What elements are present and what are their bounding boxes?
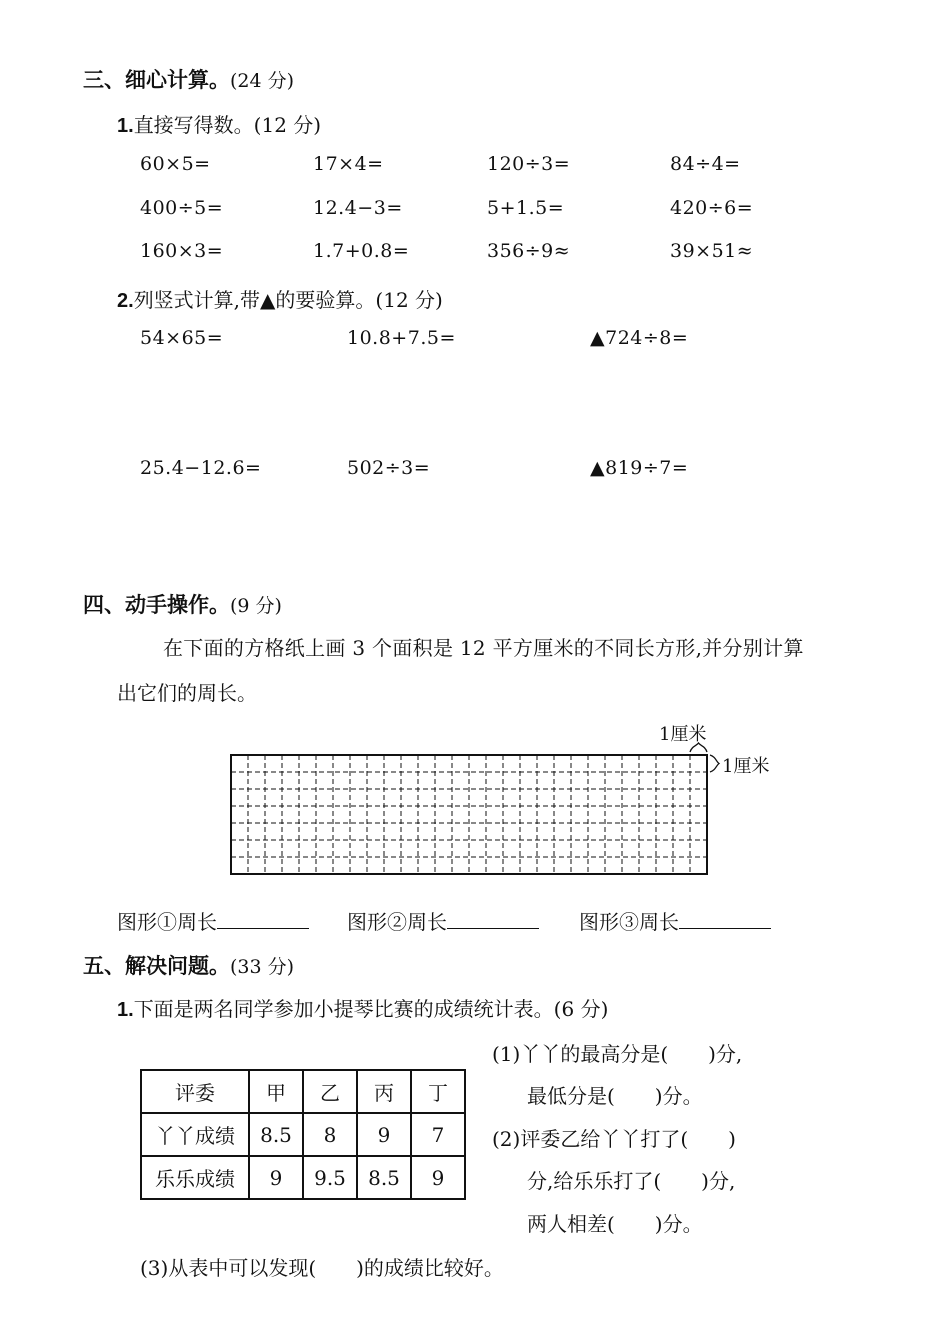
perimeter-2	[347, 906, 539, 935]
section-3-title: 三、细心计算。	[83, 68, 230, 92]
perimeter-label: 图形③周长	[579, 910, 679, 934]
section-5-points: (33 分)	[230, 956, 295, 978]
question-number: 1.	[117, 115, 134, 137]
sub-question-2c: 两人相差( )分。	[527, 1212, 703, 1236]
sub-question-2a: (2)评委乙给丫丫打了( )	[492, 1127, 736, 1151]
calc-item: 356÷9≈	[487, 240, 571, 262]
table-cell: 丫丫成绩	[141, 1113, 249, 1156]
question-5-1	[117, 993, 608, 1022]
sub-question-1a: (1)丫丫的最高分是( )分,	[492, 1042, 743, 1066]
question-number: 2.	[117, 290, 134, 312]
question-text: 列竖式计算,带▲的要验算。(12 分)	[133, 288, 443, 312]
section-5-heading	[83, 950, 294, 980]
calc-item: 400÷5=	[140, 197, 224, 219]
calc-item: 12.4−3=	[313, 197, 403, 219]
table-header-cell: 乙	[303, 1070, 357, 1113]
table-cell: 8.5	[249, 1113, 303, 1156]
unit-bracket-right	[710, 755, 719, 772]
question-text: 直接写得数。(12 分)	[133, 113, 322, 137]
vertical-calc-item: 25.4−12.6=	[140, 457, 262, 479]
calc-item: 160×3=	[140, 240, 224, 262]
vertical-calc-item: 502÷3=	[347, 457, 431, 479]
table-header-cell: 丁	[411, 1070, 465, 1113]
calc-item: 1.7+0.8=	[313, 240, 410, 262]
answer-blank[interactable]	[679, 908, 771, 929]
calc-item: 84÷4=	[670, 153, 741, 175]
table-cell: 8.5	[357, 1156, 411, 1199]
perimeter-label: 图形①周长	[117, 910, 217, 934]
table-cell: 乐乐成绩	[141, 1156, 249, 1199]
unit-label-right: 1厘米	[722, 756, 770, 777]
table-cell: 8	[303, 1113, 357, 1156]
vertical-calc-item: 54×65=	[140, 327, 224, 349]
table-cell: 7	[411, 1113, 465, 1156]
calc-item: 5+1.5=	[487, 197, 565, 219]
instruction-line-1: 在下面的方格纸上画 3 个面积是 12 平方厘米的不同长方形,并分别计算	[163, 636, 804, 660]
answer-blank[interactable]	[217, 908, 309, 929]
table-cell: 9.5	[303, 1156, 357, 1199]
vertical-calc-item: 10.8+7.5=	[347, 327, 456, 349]
question-number: 1.	[117, 999, 134, 1021]
calc-item: 120÷3=	[487, 153, 571, 175]
sub-question-2b: 分,给乐乐打了( )分,	[527, 1169, 736, 1193]
table-header-cell: 评委	[141, 1070, 249, 1113]
calc-item: 420÷6=	[670, 197, 754, 219]
sub-question-1b: 最低分是( )分。	[527, 1084, 703, 1108]
vertical-calc-item: ▲819÷7=	[590, 457, 689, 479]
unit-label-top: 1厘米	[659, 724, 707, 745]
perimeter-1	[117, 906, 309, 935]
table-header-cell: 甲	[249, 1070, 303, 1113]
table-row	[141, 1113, 465, 1156]
table-row	[141, 1156, 465, 1199]
perimeter-3	[579, 906, 771, 935]
section-4-points: (9 分)	[230, 595, 282, 617]
instruction-line-2: 出它们的周长。	[117, 681, 257, 705]
section-4-title: 四、动手操作。	[83, 593, 230, 617]
calc-item: 60×5=	[140, 153, 211, 175]
section-3-points: (24 分)	[230, 70, 295, 92]
answer-blank[interactable]	[447, 908, 539, 929]
table-header-cell: 丙	[357, 1070, 411, 1113]
calc-item: 17×4=	[313, 153, 384, 175]
section-5-title: 五、解决问题。	[83, 954, 230, 978]
table-cell: 9	[249, 1156, 303, 1199]
unit-bracket-top	[690, 743, 707, 752]
score-table	[140, 1069, 466, 1200]
question-text: 下面是两名同学参加小提琴比赛的成绩统计表。(6 分)	[133, 997, 609, 1021]
vertical-calc-item: ▲724÷8=	[590, 327, 689, 349]
table-cell: 9	[411, 1156, 465, 1199]
table-cell: 9	[357, 1113, 411, 1156]
perimeter-label: 图形②周长	[347, 910, 447, 934]
sub-question-3: (3)从表中可以发现( )的成绩比较好。	[140, 1256, 504, 1280]
calc-item: 39×51≈	[670, 240, 754, 262]
table-header-row	[141, 1070, 465, 1113]
